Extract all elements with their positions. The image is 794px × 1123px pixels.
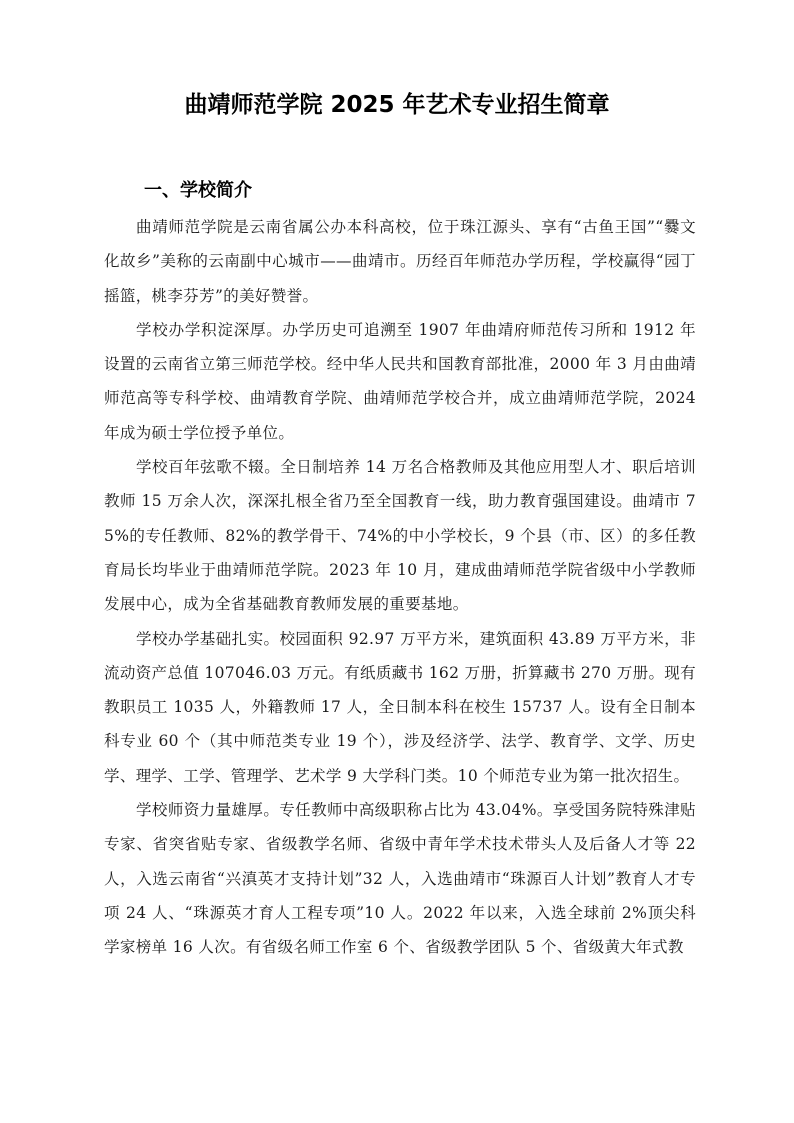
paragraph-faculty: 学校师资力量雄厚。专任教师中高级职称占比为 43.04%。享受国务院特殊津贴专家、省突省贴专家、省级教学名师、省级中青年学术技术带头人及后备人才等 22 人，入选云南省“兴滇英才支持计划”32 人，入选曲靖市“珠源百人计划”教育人才专项 24 人、“珠源英才育人工程专项”10 人。2022 年以来，入选全球前 2%顶尖科学家榜单 16 人次。有省级名师工作室 6 个、省级教学团队 5 个、省级黄大年式教 <box>104 801 696 957</box>
document-title: 曲靖师范学院 2025 年艺术专业招生简章 <box>184 92 610 118</box>
paragraph-facilities: 学校办学基础扎实。校园面积 92.97 万平方米，建筑面积 43.89 万平方米，非流动资产总值 107046.03 万元。有纸质藏书 162 万册，折算藏书 270 万册。现有教职员工 1035 人，外籍教师 17 人，全日制本科在校生 15737 人。设有全日制本科专业 60 个（其中师范类专业 19 个），涉及经济学、法学、教育学、文学、历史学、理学、工学、管理学、艺术学 9 大学科门类。10 个师范专业为第一批次招生。 <box>104 629 697 785</box>
section-body <box>104 210 696 965</box>
paragraph-achievements: 学校百年弦歌不辍。全日制培养 14 万名合格教师及其他应用型人才、职后培训教师 15 万余人次，深深扎根全省乃至全国教育一线，助力教育强国建设。曲靖市 75%的专任教师、82%的教学骨干、74%的中小学校长，9 个县（市、区）的多任教育局长均毕业于曲靖师范学院。2023 年 10 月，建成曲靖师范学院省级中小学教师发展中心，成为全省基础教育教师发展的重要基地。 <box>104 458 696 614</box>
section-heading-school-intro: 一、学校简介 <box>144 180 252 201</box>
paragraph-overview: 曲靖师范学院是云南省属公办本科高校，位于珠江源头、享有“古鱼王国”“爨文化故乡”美称的云南副中心城市——曲靖市。历经百年师范办学历程，学校赢得“园丁摇篮，桃李芬芳”的美好赞誉。 <box>104 218 696 305</box>
paragraph-history: 学校办学积淀深厚。办学历史可追溯至 1907 年曲靖府师范传习所和 1912 年设置的云南省立第三师范学校。经中华人民共和国教育部批准，2000 年 3 月由曲靖师范高等专科学校、曲靖教育学院、曲靖师范学校合并，成立曲靖师范学院，2024 年成为硕士学位授予单位。 <box>104 320 696 442</box>
